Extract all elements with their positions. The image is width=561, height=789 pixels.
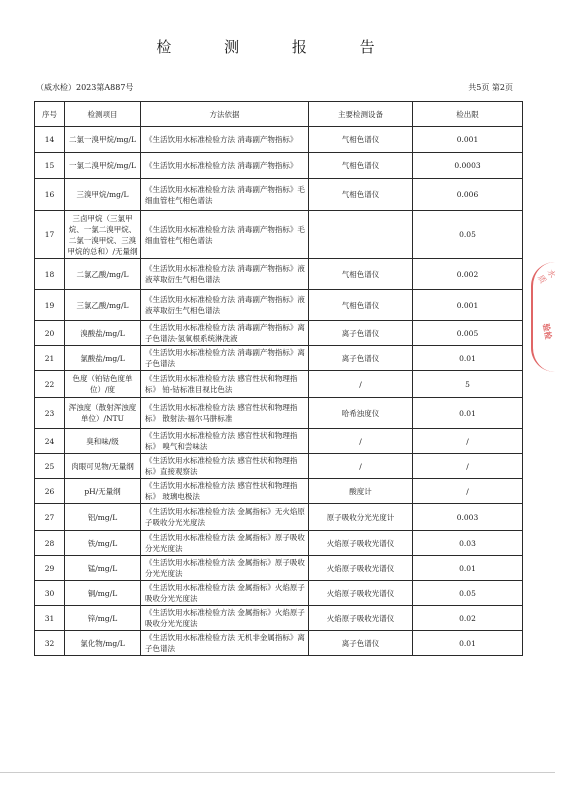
test-items-table xyxy=(34,101,523,656)
table-row xyxy=(35,479,523,504)
row-number: 32 xyxy=(35,631,65,656)
equipment: / xyxy=(309,429,413,454)
detection-limit: 0.01 xyxy=(413,631,523,656)
test-item: 溴酸盐/mg/L xyxy=(65,321,141,346)
row-number: 26 xyxy=(35,479,65,504)
method-basis: 《生活饮用水标准检验方法 金属指标》原子吸收分光光度法 xyxy=(141,531,309,556)
row-number: 30 xyxy=(35,581,65,606)
detection-limit: 0.03 xyxy=(413,531,523,556)
row-number: 24 xyxy=(35,429,65,454)
table-row xyxy=(35,429,523,454)
header-method: 方法依据 xyxy=(141,102,309,127)
detection-limit: 0.006 xyxy=(413,179,523,211)
table-row xyxy=(35,211,523,259)
equipment: 离子色谱仪 xyxy=(309,321,413,346)
equipment: 火焰原子吸收光谱仪 xyxy=(309,606,413,631)
table-row xyxy=(35,346,523,371)
test-item: 铁/mg/L xyxy=(65,531,141,556)
report-number: （威水检）2023第A887号 xyxy=(36,83,134,92)
row-number: 21 xyxy=(35,346,65,371)
table-row xyxy=(35,321,523,346)
test-item: 铜/mg/L xyxy=(65,581,141,606)
equipment: 离子色谱仪 xyxy=(309,346,413,371)
header-limit: 检出限 xyxy=(413,102,523,127)
row-number: 14 xyxy=(35,127,65,153)
test-item: 二氯乙酸/mg/L xyxy=(65,259,141,290)
method-basis: 《生活饮用水标准检验方法 感官性状和物理指标》 玻璃电极法 xyxy=(141,479,309,504)
row-number: 19 xyxy=(35,290,65,321)
table-row xyxy=(35,127,523,153)
detection-limit: 0.002 xyxy=(413,259,523,290)
test-item: pH/无量纲 xyxy=(65,479,141,504)
row-number: 22 xyxy=(35,371,65,398)
method-basis: 《生活饮用水标准检验方法 感官性状和物理指标》 铂-钴标准目视比色法 xyxy=(141,371,309,398)
equipment: 火焰原子吸收光谱仪 xyxy=(309,556,413,581)
test-item: 锌/mg/L xyxy=(65,606,141,631)
detection-limit: 0.0003 xyxy=(413,153,523,179)
detection-limit: / xyxy=(413,454,523,479)
method-basis: 《生活饮用水标准检验方法 消毒副产物指标》毛细血管柱气相色谱法 xyxy=(141,211,309,259)
table-row xyxy=(35,531,523,556)
row-number: 18 xyxy=(35,259,65,290)
row-number: 16 xyxy=(35,179,65,211)
detection-limit: 0.001 xyxy=(413,290,523,321)
method-basis: 《生活饮用水标准检验方法 消毒副产物指标》 xyxy=(141,127,309,153)
test-item: 氯化物/mg/L xyxy=(65,631,141,656)
detection-limit: 0.003 xyxy=(413,504,523,531)
table-row xyxy=(35,631,523,656)
row-number: 25 xyxy=(35,454,65,479)
equipment: 哈希浊度仪 xyxy=(309,398,413,429)
test-item: 臭和味/级 xyxy=(65,429,141,454)
method-basis: 《生活饮用水标准检验方法 金属指标》原子吸收分光光度法 xyxy=(141,556,309,581)
page-info: 共5页 第2页 xyxy=(468,83,513,92)
test-item: 三溴甲烷/mg/L xyxy=(65,179,141,211)
table-row xyxy=(35,290,523,321)
method-basis: 《生活饮用水标准检验方法 消毒副产物指标》离子色谱法-氢氧根系统淋洗液 xyxy=(141,321,309,346)
detection-limit: 0.05 xyxy=(413,581,523,606)
method-basis: 《生活饮用水标准检验方法 消毒副产物指标》离子色谱法 xyxy=(141,346,309,371)
equipment: / xyxy=(309,371,413,398)
red-seal-stamp xyxy=(531,262,558,372)
equipment: 酸度计 xyxy=(309,479,413,504)
table-row xyxy=(35,371,523,398)
row-number: 23 xyxy=(35,398,65,429)
equipment: 离子色谱仪 xyxy=(309,631,413,656)
equipment: / xyxy=(309,454,413,479)
method-basis: 《生活饮用水标准检验方法 金属指标》无火焰原子吸收分光光度法 xyxy=(141,504,309,531)
equipment xyxy=(309,211,413,259)
test-item: 氯酸盐/mg/L xyxy=(65,346,141,371)
stamp-text-bottom: 验检 xyxy=(541,322,554,341)
equipment: 火焰原子吸收光谱仪 xyxy=(309,531,413,556)
report-title: 检 测 报 告 xyxy=(156,38,399,56)
test-item: 浑浊度（散射浑浊度单位）/NTU xyxy=(65,398,141,429)
test-item: 色度（铂钴色度单位）/度 xyxy=(65,371,141,398)
table-body xyxy=(35,127,523,656)
row-number: 31 xyxy=(35,606,65,631)
test-item: 锰/mg/L xyxy=(65,556,141,581)
row-number: 20 xyxy=(35,321,65,346)
method-basis: 《生活饮用水标准检验方法 感官性状和物理指标》 散射法-福尔马肼标准 xyxy=(141,398,309,429)
method-basis: 《生活饮用水标准检验方法 感官性状和物理指标》直接观察法 xyxy=(141,454,309,479)
header-no: 序号 xyxy=(35,102,65,127)
method-basis: 《生活饮用水标准检验方法 消毒副产物指标》液液萃取衍生气相色谱法 xyxy=(141,290,309,321)
row-number: 28 xyxy=(35,531,65,556)
row-number: 17 xyxy=(35,211,65,259)
detection-limit: 5 xyxy=(413,371,523,398)
table-row xyxy=(35,454,523,479)
detection-limit: 0.02 xyxy=(413,606,523,631)
method-basis: 《生活饮用水标准检验方法 无机非金属指标》离子色谱法 xyxy=(141,631,309,656)
test-item: 肉眼可见物/无量纲 xyxy=(65,454,141,479)
table-header-row xyxy=(35,102,523,127)
test-item: 三卤甲烷（三氯甲烷、一氯二溴甲烷、二氯一溴甲烷、三溴甲烷的总和）/无量纲 xyxy=(65,211,141,259)
detection-limit: / xyxy=(413,479,523,504)
test-item: 一氯二溴甲烷/mg/L xyxy=(65,153,141,179)
method-basis: 《生活饮用水标准检验方法 金属指标》火焰原子吸收分光光度法 xyxy=(141,581,309,606)
table-row xyxy=(35,581,523,606)
detection-limit: 0.01 xyxy=(413,398,523,429)
header-equipment: 主要检测设备 xyxy=(309,102,413,127)
test-item: 二氯一溴甲烷/mg/L xyxy=(65,127,141,153)
detection-limit: 0.001 xyxy=(413,127,523,153)
equipment: 气相色谱仪 xyxy=(309,153,413,179)
detection-limit: 0.05 xyxy=(413,211,523,259)
detection-limit: 0.01 xyxy=(413,346,523,371)
equipment: 火焰原子吸收光谱仪 xyxy=(309,581,413,606)
equipment: 气相色谱仪 xyxy=(309,290,413,321)
method-basis: 《生活饮用水标准检验方法 消毒副产物指标》毛细血管柱气相色谱法 xyxy=(141,179,309,211)
equipment: 气相色谱仪 xyxy=(309,127,413,153)
equipment: 原子吸收分光光度计 xyxy=(309,504,413,531)
test-item: 三氯乙酸/mg/L xyxy=(65,290,141,321)
method-basis: 《生活饮用水标准检验方法 消毒副产物指标》液液萃取衍生气相色谱法 xyxy=(141,259,309,290)
row-number: 27 xyxy=(35,504,65,531)
header-item: 检测项目 xyxy=(65,102,141,127)
detection-limit: 0.01 xyxy=(413,556,523,581)
method-basis: 《生活饮用水标准检验方法 感官性状和物理指标》 嗅气和尝味法 xyxy=(141,429,309,454)
equipment: 气相色谱仪 xyxy=(309,179,413,211)
detection-limit: 0.005 xyxy=(413,321,523,346)
table-row xyxy=(35,398,523,429)
row-number: 29 xyxy=(35,556,65,581)
table-row xyxy=(35,179,523,211)
table-row xyxy=(35,556,523,581)
method-basis: 《生活饮用水标准检验方法 金属指标》火焰原子吸收分光光度法 xyxy=(141,606,309,631)
equipment: 气相色谱仪 xyxy=(309,259,413,290)
detection-limit: / xyxy=(413,429,523,454)
row-number: 15 xyxy=(35,153,65,179)
test-item: 铝/mg/L xyxy=(65,504,141,531)
footer-divider xyxy=(0,772,555,773)
stamp-text-top: 水质 xyxy=(535,267,558,285)
table-row xyxy=(35,153,523,179)
table-row xyxy=(35,606,523,631)
table-row xyxy=(35,504,523,531)
method-basis: 《生活饮用水标准检验方法 消毒副产物指标》 xyxy=(141,153,309,179)
table-row xyxy=(35,259,523,290)
